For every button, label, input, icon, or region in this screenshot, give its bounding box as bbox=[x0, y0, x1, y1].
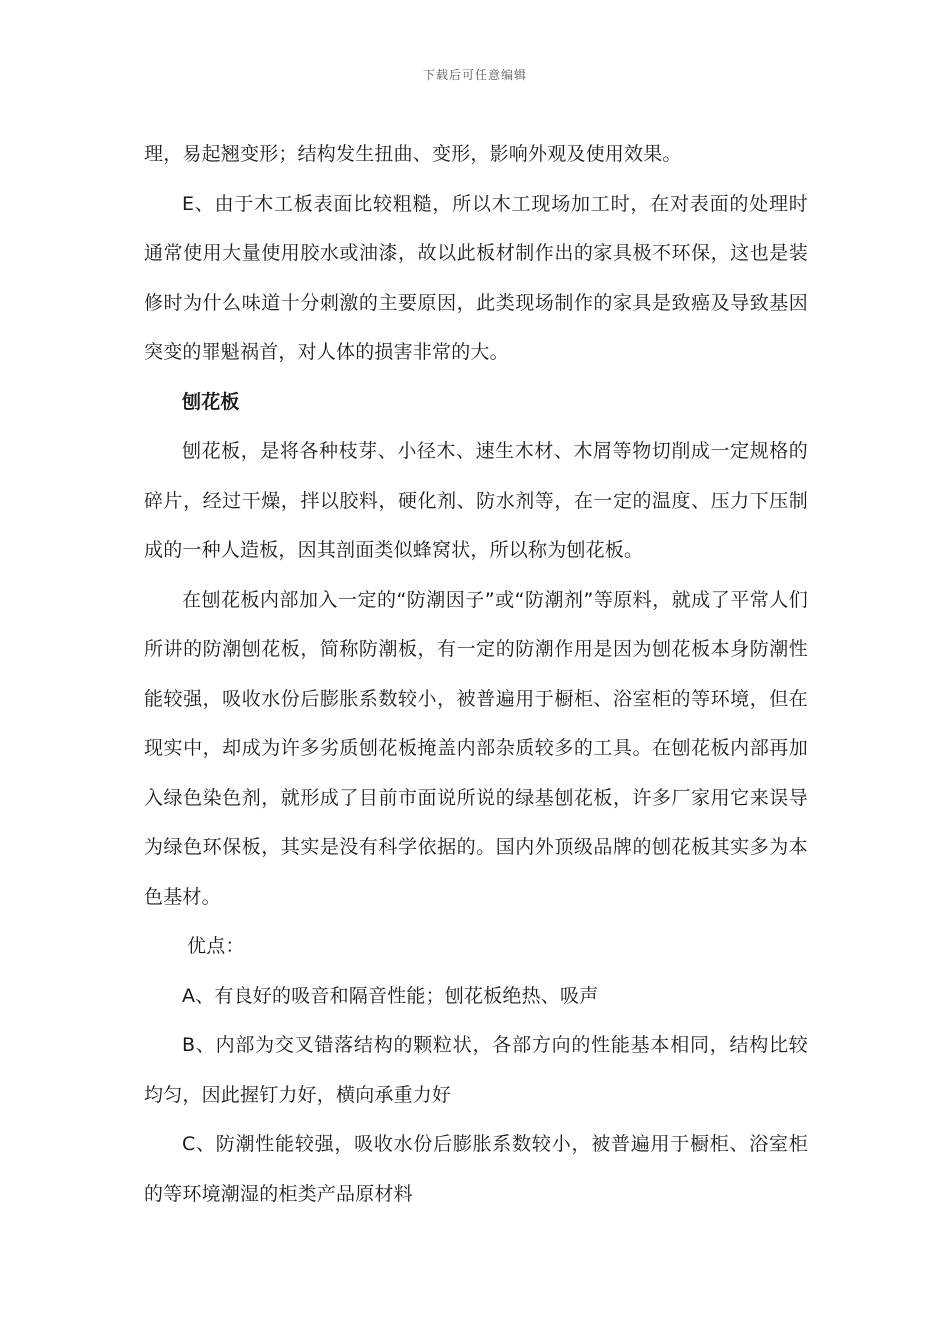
document-body bbox=[144, 130, 808, 1219]
advantage-item-c: C、防潮性能较强，吸收水份后膨胀系数较小，被普遍用于橱柜、浴室柜的等环境潮湿的柜类产品原材料 bbox=[144, 1133, 808, 1205]
paragraph-continuation: 理，易起翘变形；结构发生扭曲、变形，影响外观及使用效果。 bbox=[144, 143, 682, 165]
page-header-note: 下载后可任意编辑 bbox=[422, 68, 527, 82]
paragraph-item-e: E、由于木工板表面比较粗糙，所以木工现场加工时，在对表面的处理时通常使用大量使用胶水或油漆，故以此板材制作出的家具极不环保，这也是装修时为什么味道十分刺激的主要原因，此类现场制作的家具是致癌及导致基因突变的罪魁祸首，对人体的损害非常的大。 bbox=[144, 192, 808, 363]
paragraph-particleboard-definition: 刨花板，是将各种枝芽、小径木、速生木材、木屑等物切削成一定规格的碎片，经过干燥，拌以胶料，硬化剂、防水剂等，在一定的温度、压力下压制成的一种人造板，因其剖面类似蜂窝状，所以称为刨花板。 bbox=[144, 440, 808, 561]
section-heading-particleboard: 刨花板 bbox=[182, 390, 240, 413]
advantage-item-b: B、内部为交叉错落结构的颗粒状，各部方向的性能基本相同，结构比较均匀，因此握钉力好，横向承重力好 bbox=[144, 1034, 808, 1106]
paragraph-moisture-proof-board: 在刨花板内部加入一定的“防潮因子”或“防潮剂”等原料，就成了平常人们所讲的防潮刨花板，简称防潮板，有一定的防潮作用是因为刨花板本身防潮性能较强，吸收水份后膨胀系数较小，被普遍用于橱柜、浴室柜的等环境，但在现实中，却成为许多劣质刨花板掩盖内部杂质较多的工具。在刨花板内部再加入绿色染色剂，就形成了目前市面说所说的绿基刨花板，许多厂家用它来误导为绿色环保板，其实是没有科学依据的。国内外顶级品牌的刨花板其实多为本色基材。 bbox=[144, 588, 808, 908]
advantage-item-a: A、有良好的吸音和隔音性能；刨花板绝热、吸声 bbox=[182, 984, 599, 1007]
advantages-label: 优点： bbox=[187, 935, 245, 957]
